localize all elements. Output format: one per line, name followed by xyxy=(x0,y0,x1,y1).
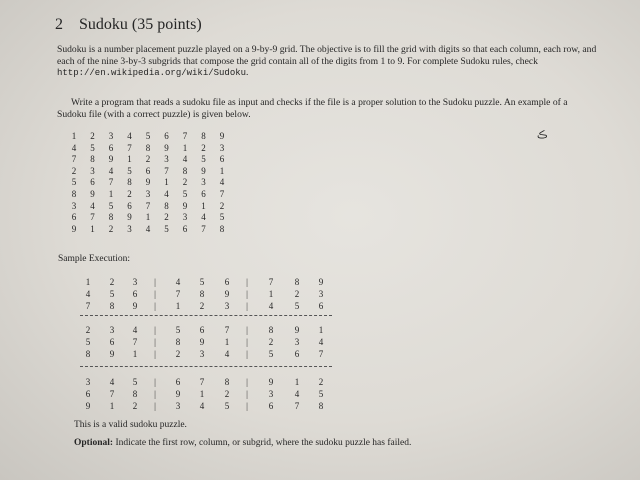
example-cell: 9 xyxy=(71,223,77,234)
block-separator: | xyxy=(246,349,248,359)
example-cell: 5 xyxy=(145,131,151,141)
output-cell: 7 xyxy=(268,277,274,287)
output-cell: 2 xyxy=(132,401,138,411)
example-cell: 1 xyxy=(201,200,206,211)
example-cell: 9 xyxy=(90,189,95,199)
output-cell: 4 xyxy=(85,289,91,299)
example-cell: 8 xyxy=(201,131,206,141)
output-cell: 5 xyxy=(85,337,91,347)
output-cell: 5 xyxy=(224,401,230,411)
output-cell: 6 xyxy=(224,277,230,287)
output-cell: 9 xyxy=(224,289,230,299)
example-cell: 7 xyxy=(201,223,206,234)
output-cell: 6 xyxy=(109,337,115,347)
block-separator: | xyxy=(246,337,248,347)
output-cell: 5 xyxy=(294,301,300,311)
output-cell: 7 xyxy=(224,325,230,335)
example-cell: 4 xyxy=(145,223,151,234)
output-cell: 4 xyxy=(175,277,181,287)
output-cell: 7 xyxy=(85,301,91,311)
example-cell: 5 xyxy=(71,177,77,188)
output-cell: 2 xyxy=(268,337,274,347)
output-cell: 7 xyxy=(109,389,115,399)
example-cell: 1 xyxy=(127,154,132,165)
output-cell: 6 xyxy=(268,401,274,411)
optional-text: Indicate the first row, column, or subgrid, where the sudoku puzzle has failed. xyxy=(113,438,412,448)
output-cell: 9 xyxy=(199,337,205,347)
example-cell: 6 xyxy=(71,212,77,223)
example-cell: 3 xyxy=(182,212,188,223)
example-cell: 9 xyxy=(127,212,132,223)
output-cell: 6 xyxy=(85,389,91,399)
example-cell: 1 xyxy=(182,142,188,153)
block-separator: | xyxy=(246,277,248,287)
example-cell: 5 xyxy=(219,212,225,223)
block-separator: | xyxy=(154,349,156,359)
block-separator: | xyxy=(154,277,156,287)
example-cell: 7 xyxy=(145,200,151,211)
example-cell: 9 xyxy=(108,154,114,165)
example-cell: 2 xyxy=(164,212,169,223)
block-separator: | xyxy=(246,325,248,335)
output-cell: 8 xyxy=(294,277,300,287)
output-cell: 9 xyxy=(268,377,274,387)
block-divider-line xyxy=(80,366,332,367)
intro-text: Sudoku is a number placement puzzle played on a 9-by-9 grid. The objective is to fill the grid with digits so that each column, each row, and each of the nine 3-by-3 subgrids that compose the grid contain all of the digits from 1 to 9. For complete Sudoku rules, check xyxy=(57,44,597,67)
intro-end: . xyxy=(246,67,249,78)
example-cell: 6 xyxy=(164,131,169,141)
example-cell: 6 xyxy=(90,177,95,188)
output-cell: 9 xyxy=(109,349,115,359)
output-cell: 7 xyxy=(318,349,324,359)
block-separator: | xyxy=(246,401,248,411)
output-cell: 1 xyxy=(268,289,274,299)
output-cell: 9 xyxy=(318,277,324,287)
example-cell: 8 xyxy=(71,189,77,199)
block-separator: | xyxy=(246,389,248,399)
example-cell: 5 xyxy=(108,200,114,211)
example-cell: 2 xyxy=(145,154,151,165)
example-cell: 2 xyxy=(201,142,206,153)
output-cell: 1 xyxy=(85,277,91,287)
example-cell: 3 xyxy=(145,189,151,199)
output-cell: 9 xyxy=(175,389,181,399)
output-cell: 1 xyxy=(109,401,115,411)
example-cell: 3 xyxy=(219,142,225,153)
output-cell: 9 xyxy=(294,325,300,335)
output-cell: 7 xyxy=(294,401,300,411)
optional-note xyxy=(74,438,411,448)
output-cell: 6 xyxy=(132,289,138,299)
pen-mark: ڪ xyxy=(537,130,548,141)
example-cell: 2 xyxy=(127,189,132,199)
task-paragraph: Write a program that reads a sudoku file as input and checks if the file is a proper solution to the Sudoku puzzle. An example of a Sudoku file (with a correct puzzle) is given below. xyxy=(57,97,568,120)
output-cell: 4 xyxy=(109,377,115,387)
output-cell: 3 xyxy=(199,349,205,359)
example-cell: 3 xyxy=(164,154,169,165)
example-cell: 9 xyxy=(164,142,169,153)
example-cell: 2 xyxy=(108,223,114,234)
example-cell: 7 xyxy=(127,142,132,153)
output-cell: 4 xyxy=(199,401,205,411)
example-cell: 6 xyxy=(219,154,225,165)
example-cell: 3 xyxy=(108,131,114,141)
example-cell: 3 xyxy=(71,200,77,211)
example-cell: 6 xyxy=(108,142,114,153)
example-cell: 1 xyxy=(219,165,225,176)
output-cell: 5 xyxy=(132,377,138,387)
block-separator: | xyxy=(246,289,248,299)
example-cell: 8 xyxy=(145,142,151,153)
example-cell: 2 xyxy=(182,177,188,188)
example-cell: 4 xyxy=(164,189,169,199)
output-cell: 4 xyxy=(318,337,324,347)
example-cell: 9 xyxy=(145,177,151,188)
output-cell: 6 xyxy=(175,377,181,387)
output-cell: 4 xyxy=(224,349,230,359)
output-cell: 9 xyxy=(85,401,91,411)
block-divider-line xyxy=(80,315,332,316)
valid-message: This is a valid sudoku puzzle. xyxy=(74,420,187,430)
output-cell: 4 xyxy=(294,389,300,399)
example-cell: 8 xyxy=(90,154,95,165)
example-cell: 2 xyxy=(90,131,95,141)
example-cell: 6 xyxy=(127,200,132,211)
example-cell: 7 xyxy=(108,177,114,188)
example-cell: 4 xyxy=(71,142,77,153)
output-cell: 1 xyxy=(199,389,205,399)
wikipedia-link[interactable]: http://en.wikipedia.org/wiki/Sudoku xyxy=(57,68,247,78)
output-cell: 2 xyxy=(109,277,115,287)
example-cell: 1 xyxy=(90,223,95,234)
output-cell: 1 xyxy=(224,337,230,347)
output-cell: 2 xyxy=(318,377,324,387)
output-cell: 5 xyxy=(109,289,115,299)
block-separator: | xyxy=(154,377,156,387)
output-cell: 2 xyxy=(175,349,181,359)
output-cell: 8 xyxy=(268,325,274,335)
example-cell: 4 xyxy=(90,200,95,211)
output-cell: 2 xyxy=(85,325,91,335)
output-cell: 5 xyxy=(199,277,205,287)
output-cell: 3 xyxy=(224,301,230,311)
example-cell: 6 xyxy=(201,189,206,199)
output-cell: 3 xyxy=(85,377,91,387)
example-cell: 4 xyxy=(108,165,114,176)
block-separator: | xyxy=(154,389,156,399)
example-cell: 7 xyxy=(219,189,225,199)
example-cell: 1 xyxy=(164,177,169,188)
example-cell: 6 xyxy=(182,223,188,234)
example-cell: 8 xyxy=(127,177,132,188)
output-cell: 4 xyxy=(132,325,138,335)
block-separator: | xyxy=(154,289,156,299)
example-cell: 2 xyxy=(219,200,225,211)
block-separator: | xyxy=(246,301,248,311)
output-cell: 1 xyxy=(132,349,138,359)
example-cell: 5 xyxy=(164,223,169,234)
example-cell: 8 xyxy=(164,200,169,211)
block-separator: | xyxy=(154,401,156,411)
example-cell: 1 xyxy=(71,131,77,141)
example-cell: 5 xyxy=(182,189,188,199)
output-cell: 6 xyxy=(199,325,205,335)
output-cell: 7 xyxy=(175,289,181,299)
example-cell: 5 xyxy=(201,154,206,165)
example-cell: 7 xyxy=(90,212,95,223)
example-cell: 3 xyxy=(201,177,206,188)
output-cell: 3 xyxy=(268,389,274,399)
block-separator: | xyxy=(154,337,156,347)
output-cell: 7 xyxy=(132,337,138,347)
example-cell: 4 xyxy=(127,131,132,141)
example-cell: 5 xyxy=(90,142,95,153)
output-cell: 6 xyxy=(294,349,300,359)
output-cell: 8 xyxy=(109,301,115,311)
example-cell: 9 xyxy=(182,200,188,211)
output-cell: 3 xyxy=(294,337,300,347)
output-cell: 3 xyxy=(318,289,324,299)
output-cell: 1 xyxy=(318,325,324,335)
example-cell: 8 xyxy=(108,212,114,223)
example-cell: 8 xyxy=(219,223,225,234)
output-cell: 8 xyxy=(175,337,181,347)
output-cell: 1 xyxy=(294,377,300,387)
example-cell: 7 xyxy=(164,165,169,176)
section-heading xyxy=(55,16,202,34)
block-separator: | xyxy=(246,377,248,387)
example-cell: 9 xyxy=(201,165,206,176)
output-cell: 2 xyxy=(199,301,205,311)
output-cell: 3 xyxy=(175,401,181,411)
example-cell: 4 xyxy=(182,154,188,165)
example-cell: 6 xyxy=(145,165,151,176)
output-cell: 3 xyxy=(109,325,115,335)
example-cell: 9 xyxy=(219,131,225,141)
output-cell: 6 xyxy=(318,301,324,311)
intro-paragraph xyxy=(57,44,597,80)
block-separator: | xyxy=(154,325,156,335)
section-number: 2 xyxy=(55,16,63,33)
example-cell: 1 xyxy=(145,212,151,223)
section-title: Sudoku (35 points) xyxy=(79,16,202,33)
optional-label: Optional: xyxy=(74,438,114,448)
output-cell: 5 xyxy=(175,325,181,335)
example-cell: 8 xyxy=(182,165,188,176)
example-cell: 1 xyxy=(108,189,114,199)
example-cell: 7 xyxy=(71,154,77,165)
example-cell: 4 xyxy=(201,212,206,223)
example-cell: 3 xyxy=(90,165,95,176)
output-cell: 1 xyxy=(175,301,181,311)
output-cell: 8 xyxy=(199,289,205,299)
sample-execution-label: Sample Execution: xyxy=(58,254,131,264)
output-cell: 5 xyxy=(268,349,274,359)
example-cell: 2 xyxy=(71,165,77,176)
output-cell: 8 xyxy=(318,401,324,411)
output-cell: 2 xyxy=(224,389,230,399)
output-cell: 4 xyxy=(268,301,274,311)
output-cell: 8 xyxy=(132,389,138,399)
block-separator: | xyxy=(154,301,156,311)
output-cell: 9 xyxy=(132,301,138,311)
example-cell: 3 xyxy=(127,223,132,234)
output-cell: 8 xyxy=(85,349,91,359)
output-cell: 7 xyxy=(199,377,205,387)
output-cell: 5 xyxy=(318,389,324,399)
example-cell: 7 xyxy=(182,131,188,141)
output-cell: 2 xyxy=(294,289,300,299)
example-cell: 5 xyxy=(127,165,132,176)
output-cell: 3 xyxy=(132,277,138,287)
example-cell: 4 xyxy=(219,177,225,188)
output-cell: 8 xyxy=(224,377,230,387)
